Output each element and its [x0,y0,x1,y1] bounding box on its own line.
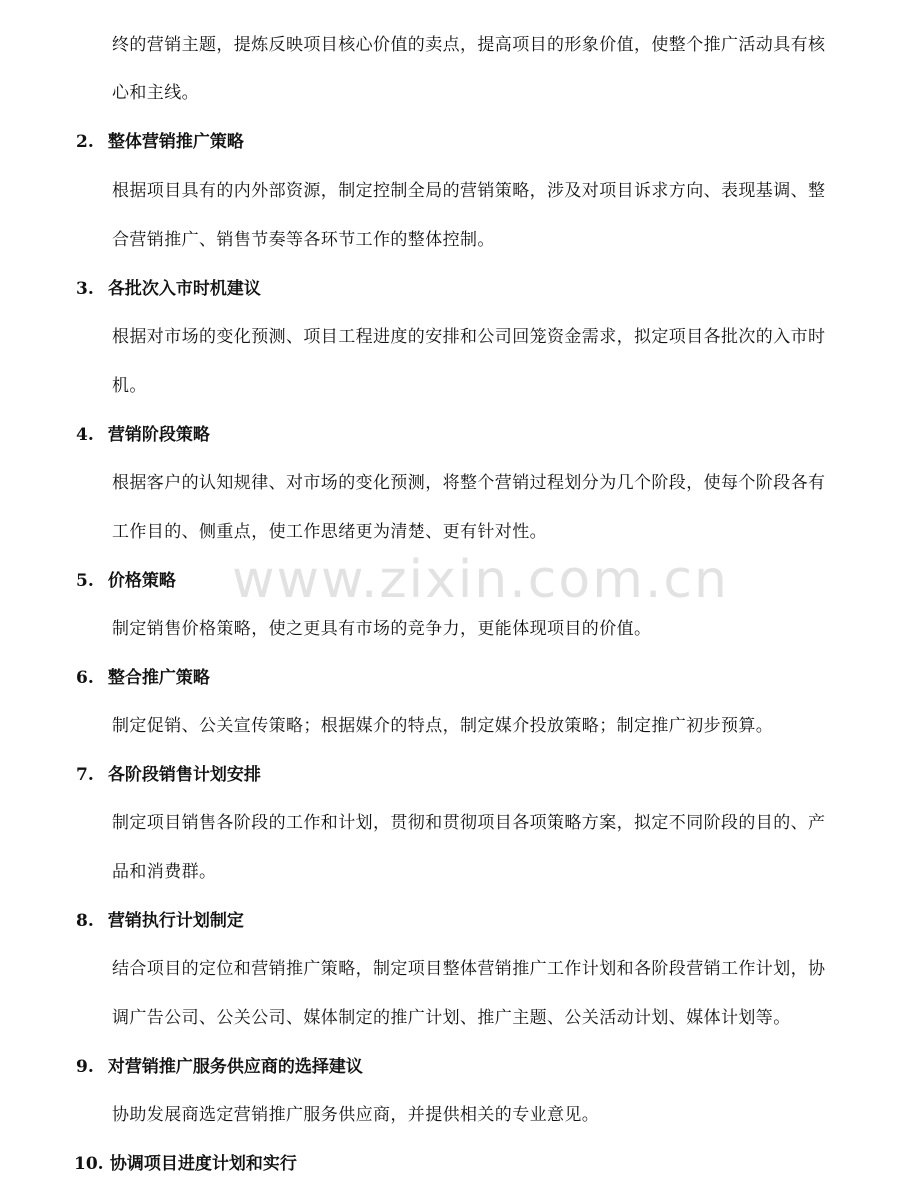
section-title: 整合推广策略 [107,668,210,688]
section-title: 协调项目进度计划和实行 [109,1154,297,1174]
section-2-line-1: 根据项目具有的内外部资源，制定控制全局的营销策略，涉及对项目诉求方向、表现基调、整 [112,181,826,201]
section-number: 4. [76,425,94,445]
section-number: 3. [76,279,94,299]
section-title: 营销执行计划制定 [107,911,244,931]
intro-line-1: 终的营销主题，提炼反映项目核心价值的卖点，提高项目的形象价值，使整个推广活动具有核 [112,35,826,55]
section-2-line-2: 合营销推广、销售节奏等各环节工作的整体控制。 [112,230,495,250]
section-number: 5. [76,571,94,591]
section-title: 价格策略 [107,571,176,591]
intro-line-2: 心和主线。 [112,83,199,103]
section-title: 各批次入市时机建议 [107,279,261,299]
section-3-line-2: 机。 [112,376,147,396]
section-heading-10 [74,1152,297,1176]
section-heading-4 [76,423,210,447]
section-number: 2. [76,132,94,152]
section-3-line-1: 根据对市场的变化预测、项目工程进度的安排和公司回笼资金需求，拟定项目各批次的入市时 [112,327,826,347]
section-number: 10. [74,1154,104,1174]
section-6-line-1: 制定促销、公关宣传策略；根据媒介的特点，制定媒介投放策略；制定推广初步预算。 [112,716,774,736]
section-title: 营销阶段策略 [107,425,210,445]
section-heading-6 [76,666,210,690]
section-heading-5 [76,569,176,593]
section-heading-7 [76,763,261,787]
section-4-line-2: 工作目的、侧重点，使工作思绪更为清楚、更有针对性。 [112,522,547,542]
section-number: 6. [76,668,94,688]
section-7-line-1: 制定项目销售各阶段的工作和计划，贯彻和贯彻项目各项策略方案，拟定不同阶段的目的、产 [112,813,826,833]
section-7-line-2: 品和消费群。 [112,862,217,882]
section-8-line-2: 调广告公司、公关公司、媒体制定的推广计划、推广主题、公关活动计划、媒体计划等。 [112,1008,791,1028]
section-5-line-1: 制定销售价格策略，使之更具有市场的竞争力，更能体现项目的价值。 [112,619,652,639]
section-heading-9 [76,1055,363,1079]
section-title: 各阶段销售计划安排 [107,765,261,785]
watermark: www.zixin.com.cn [232,550,729,610]
section-8-line-1: 结合项目的定位和营销推广策略，制定项目整体营销推广工作计划和各阶段营销工作计划，协 [112,959,826,979]
section-number: 9. [76,1057,94,1077]
section-number: 8. [76,911,94,931]
section-title: 整体营销推广策略 [107,132,244,152]
section-heading-2 [76,130,244,154]
section-9-line-1: 协助发展商选定营销推广服务供应商，并提供相关的专业意见。 [112,1105,600,1125]
section-heading-8 [76,909,244,933]
section-heading-3 [76,277,261,301]
section-4-line-1: 根据客户的认知规律、对市场的变化预测，将整个营销过程划分为几个阶段，使每个阶段各有 [112,473,826,493]
section-title: 对营销推广服务供应商的选择建议 [107,1057,363,1077]
section-number: 7. [76,765,94,785]
